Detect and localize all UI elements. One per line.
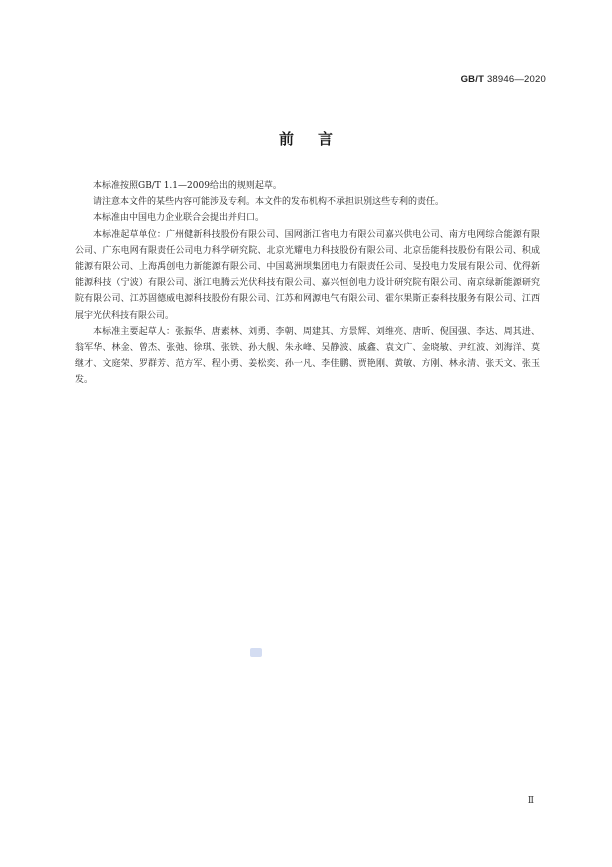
standard-number: [461, 74, 546, 85]
paragraph-patent-notice: 请注意本文件的某些内容可能涉及专利。本文件的发布机构不承担识别这些专利的责任。: [93, 197, 445, 208]
watermark-logo: [250, 648, 262, 657]
standard-prefix: GB/T: [460, 74, 485, 85]
paragraph-drafting-units: 本标准起草单位：广州健新科技股份有限公司、国网浙江省电力有限公司嘉兴供电公司、南方电网综合能源有限公司、广东电网有限责任公司电力科学研究院、北京光耀电力科技股份有限公司、北京岳能科技股份有限公司、积成能源有限公司、上海禹创电力新能源有限公司、中国葛洲坝集团电力有限责任公司、旻投电力发展有限公司、优得新能源科技（宁波）有限公司、浙江电腾云光伏科技有限公司、嘉兴恒创电力设计研究院有限公司、南京绿新能源研究院有限公司、江苏固德威电源科技股份有限公司、江苏和网源电气有限公司、霍尔果斯正泰科技服务有限公司、江西展宇光伏科技有限公司。: [75, 229, 540, 321]
paragraph-drafters: 本标准主要起草人：张振华、唐素林、刘勇、李朝、周建其、方景辉、刘维亮、唐昕、倪国强、李达、周其进、翁军华、林金、曾杰、张弛、徐琪、张铁、孙大舰、朱永峰、吴静波、戚鑫、袁文广、金晓敏、尹红波、刘海洋、莫继才、文庭荣、罗群芳、范方军、程小勇、姜松奕、孙一凡、李佳鹏、贾艳刚、黄敏、方刚、林永清、张天文、张玉发。: [75, 326, 540, 386]
foreword-body: [75, 178, 540, 389]
page-number: Ⅱ: [527, 796, 534, 806]
page-title: 前言: [278, 130, 357, 148]
paragraph-proposer: 本标准由中国电力企业联合会提出并归口。: [93, 213, 265, 224]
paragraph-drafting-rules: 本标准按照GB/T 1.1—2009给出的规则起草。: [93, 181, 282, 191]
standard-code: 38946—2020: [486, 74, 546, 85]
